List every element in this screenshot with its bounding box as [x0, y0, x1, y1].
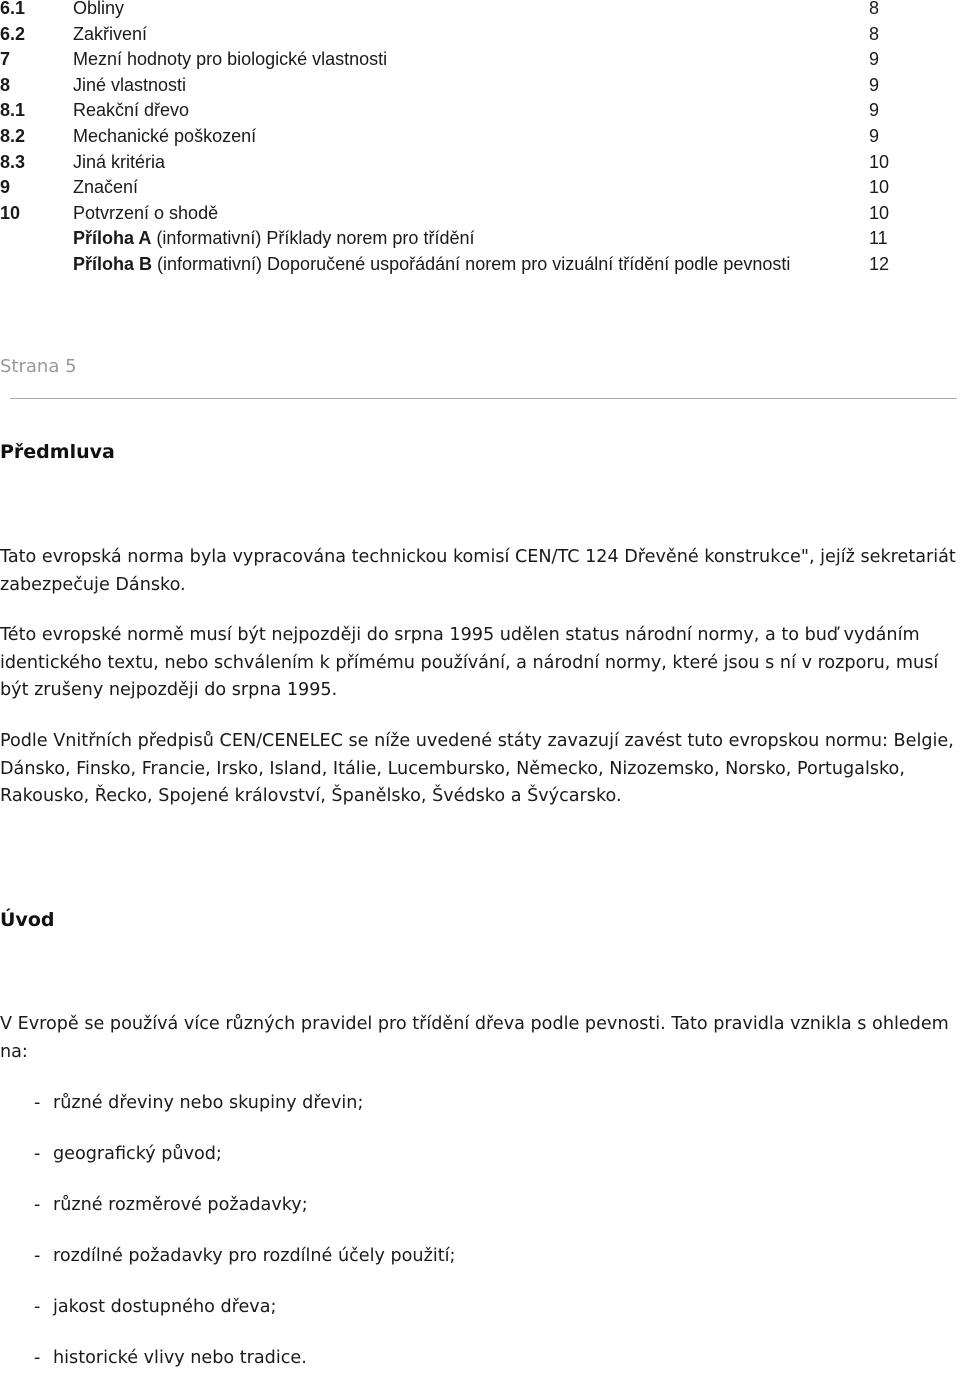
- toc-title: Potvrzení o shodě: [73, 202, 219, 223]
- foreword-paragraph-1: Tato evropská norma byla vypracována technickou komisí CEN/TC 124 Dřevěné konstrukce", jejíž sekretariát zabezpečuje Dánsko.: [0, 547, 956, 595]
- page-divider: [10, 398, 957, 399]
- intro-heading: Úvod: [0, 909, 55, 931]
- list-item-text: rozdílné požadavky pro rozdílné účely použití;: [53, 1246, 456, 1266]
- list-item: [34, 1243, 455, 1294]
- list-bullet: -: [34, 1297, 41, 1317]
- table-of-contents: [0, 0, 900, 282]
- list-item-text: geografický původ;: [53, 1144, 222, 1164]
- toc-number: 6.1: [0, 0, 26, 18]
- toc-annex-title: [73, 228, 474, 248]
- toc-row[interactable]: [0, 0, 900, 26]
- toc-page-number: 8: [869, 23, 880, 44]
- toc-annex-label: Příloha A: [73, 228, 152, 249]
- list-bullet: -: [34, 1195, 41, 1215]
- toc-row[interactable]: [0, 74, 900, 103]
- toc-title: Jiná kritéria: [73, 151, 166, 172]
- toc-number: 9: [0, 177, 11, 198]
- foreword-paragraph-3: Podle Vnitřních předpisů CEN/CENELEC se níže uvedené státy zavazují zavést tuto evropskou normu: Belgie, Dánsko, Finsko, Francie, Irsko, Island, Itálie, Lucembursko, Německo, Nizozemsko, Norsko, Portugalsko, Rakousko, Řecko, Spojené království, Španělsko, Švédsko a Švýcarsko.: [0, 731, 954, 806]
- toc-annex-label: Příloha B: [73, 253, 153, 274]
- toc-title: Reakční dřevo: [73, 100, 190, 121]
- foreword-paragraph-2: Této evropské normě musí být nejpozději do srpna 1995 udělen status národní normy, a to buď vydáním identického textu, nebo schválením k přímému používání, a národní normy, které jsou s ní v rozporu, musí být zrušeny nejpozději do srpna 1995.: [0, 625, 939, 700]
- toc-page-number: 9: [869, 49, 880, 70]
- toc-number: 8.3: [0, 151, 26, 172]
- intro-paragraph: V Evropě se používá více různých pravidel pro třídění dřeva podle pevnosti. Tato pravidla vznikla s ohledem na:: [0, 1014, 949, 1062]
- toc-row[interactable]: [0, 102, 900, 128]
- toc-title: Zakřivení: [73, 23, 148, 44]
- toc-page-number: 10: [869, 202, 890, 223]
- list-item: [34, 1192, 455, 1243]
- list-item: [34, 1294, 455, 1345]
- toc-annex-title: [73, 254, 790, 274]
- toc-row[interactable]: [0, 179, 900, 205]
- toc-number: 7: [0, 49, 11, 70]
- list-bullet: -: [34, 1144, 41, 1164]
- toc-page-number: 10: [869, 177, 890, 198]
- list-bullet: -: [34, 1348, 41, 1368]
- toc-number: 10: [0, 202, 21, 223]
- toc-page-number: 9: [869, 74, 880, 95]
- toc-page-number: 10: [869, 151, 890, 172]
- toc-title: Jiné vlastnosti: [73, 74, 187, 95]
- toc-number: 8.1: [0, 100, 26, 121]
- intro-list: [34, 1090, 455, 1396]
- toc-row-annex-a[interactable]: [0, 230, 900, 256]
- toc-title: Obliny: [73, 0, 125, 18]
- toc-number: 6.2: [0, 23, 26, 44]
- toc-number: 8.2: [0, 125, 26, 146]
- toc-title: Mechanické poškození: [73, 125, 257, 146]
- toc-row-annex-b[interactable]: [0, 253, 900, 282]
- page-number-label: Strana 5: [0, 356, 77, 377]
- list-item-text: historické vlivy nebo tradice.: [53, 1348, 307, 1368]
- toc-title: Značení: [73, 177, 139, 198]
- list-item-text: různé rozměrové požadavky;: [53, 1195, 308, 1215]
- toc-row[interactable]: [0, 151, 900, 180]
- toc-title: Mezní hodnoty pro biologické vlastnosti: [73, 49, 388, 70]
- toc-number: 8: [0, 74, 11, 95]
- toc-page-number: 9: [869, 100, 880, 121]
- toc-row[interactable]: [0, 51, 900, 77]
- toc-annex-description: (informativní) Příklady norem pro třídění: [151, 228, 475, 249]
- toc-row[interactable]: [0, 23, 900, 52]
- toc-page-number: 9: [869, 125, 880, 146]
- list-bullet: -: [34, 1093, 41, 1113]
- foreword-heading: Předmluva: [0, 441, 115, 463]
- list-bullet: -: [34, 1246, 41, 1266]
- list-item: [34, 1141, 455, 1192]
- toc-annex-description: (informativní) Doporučené uspořádání norem pro vizuální třídění podle pevnosti: [152, 253, 791, 274]
- toc-row[interactable]: [0, 202, 900, 231]
- toc-page-number: 12: [869, 253, 890, 274]
- list-item: [34, 1090, 455, 1141]
- list-item-text: různé dřeviny nebo skupiny dřevin;: [53, 1093, 364, 1113]
- toc-page-number: 11: [869, 228, 888, 249]
- toc-row[interactable]: [0, 125, 900, 154]
- list-item-text: jakost dostupného dřeva;: [53, 1297, 277, 1317]
- toc-page-number: 8: [869, 0, 880, 18]
